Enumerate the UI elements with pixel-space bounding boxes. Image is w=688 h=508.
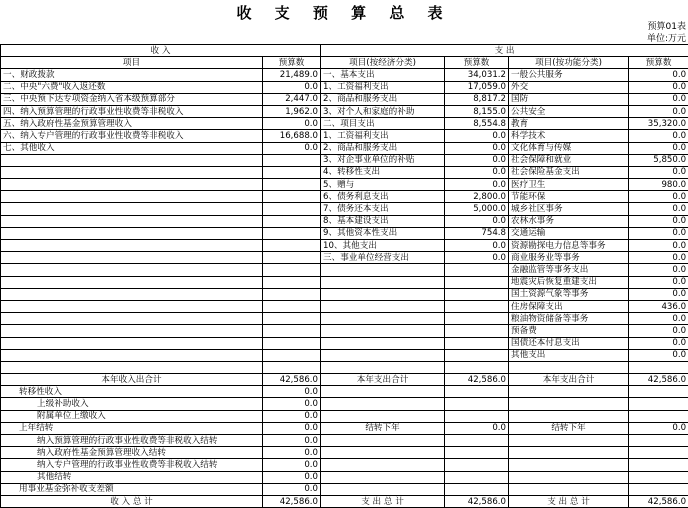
income-item-value: 16,688.0 [263,130,321,142]
blank-cell [321,435,445,447]
func-item-label: 地震灾后恢复重建支出 [509,276,629,288]
econ-item-label [321,300,445,312]
econ-item-value [445,337,509,349]
table-row [1,191,688,203]
table-row [1,386,688,398]
blank-cell [629,398,688,410]
lower-income-label: 转移性收入 [1,386,263,398]
econ-item-label: 1、工资福利支出 [321,130,445,142]
table-row [1,93,688,105]
econ-item-value [445,349,509,361]
func-item-label: 社会保险基金支出 [509,166,629,178]
econ-item-value: 0.0 [445,166,509,178]
table-row [1,447,688,459]
func-item-value: 0.0 [629,288,688,300]
econ-item-value [445,325,509,337]
func-item-value: 0.0 [629,313,688,325]
func-item-label: 国土资源气象等事务 [509,288,629,300]
func-item-label: 粮油物资储备等事务 [509,313,629,325]
income-total-value: 42,586.0 [263,374,321,386]
blank-cell [321,459,445,471]
income-item-label [1,288,263,300]
income-item-value [263,166,321,178]
func-item-label: 教育 [509,118,629,130]
table-row [1,154,688,166]
blank-cell [263,361,321,373]
func-item-label: 住房保障支出 [509,300,629,312]
grand-expense-label: 支 出 总 计 [321,495,445,507]
grand-expense-value: 42,586.0 [445,495,509,507]
blank-cell [509,386,629,398]
income-item-value [263,276,321,288]
econ-item-label: 2、商品和服务支出 [321,142,445,154]
func-item-label: 文化体育与传媒 [509,142,629,154]
table-row [1,203,688,215]
income-item-label [1,264,263,276]
income-item-value [263,227,321,239]
income-item-label [1,240,263,252]
col-item-header: 项目 [1,57,263,69]
income-item-value: 21,489.0 [263,69,321,81]
blank-cell [629,435,688,447]
func-item-label: 社会保障和就业 [509,154,629,166]
carry-func-value: 0.0 [629,422,688,434]
table-row [1,325,688,337]
table-row [1,142,688,154]
table-row [1,227,688,239]
econ-item-label: 1、工资福利支出 [321,81,445,93]
func-item-value: 5,850.0 [629,154,688,166]
income-item-label [1,154,263,166]
econ-item-label: 三、事业单位经营支出 [321,252,445,264]
econ-item-value: 0.0 [445,154,509,166]
func-item-value: 0.0 [629,93,688,105]
income-header: 收 入 [1,45,321,57]
econ-item-value [445,288,509,300]
econ-item-value: 754.8 [445,227,509,239]
econ-item-label [321,349,445,361]
lower-income-label: 其他结转 [1,471,263,483]
income-item-value: 1,962.0 [263,105,321,117]
blank-cell [629,386,688,398]
income-item-value [263,337,321,349]
func-item-label: 公共安全 [509,105,629,117]
func-item-value: 0.0 [629,240,688,252]
income-item-label: 五、纳入政府性基金预算管理收入 [1,118,263,130]
income-item-label [1,313,263,325]
table-row [1,179,688,191]
table-row [1,313,688,325]
table-row [1,215,688,227]
header-row-2 [1,57,688,69]
func-item-value: 0.0 [629,349,688,361]
econ-item-value: 0.0 [445,142,509,154]
carry-econ-label: 结转下年 [321,422,445,434]
table-row [1,105,688,117]
lower-income-value: 0.0 [263,447,321,459]
func-item-label: 城乡社区事务 [509,203,629,215]
blank-cell [1,361,263,373]
table-row [1,300,688,312]
econ-item-label: 3、对个人和家庭的补助 [321,105,445,117]
func-item-value: 0.0 [629,264,688,276]
func-item-value: 0.0 [629,203,688,215]
table-row [1,288,688,300]
econ-item-value: 0.0 [445,240,509,252]
func-item-value: 0.0 [629,69,688,81]
lower-income-value: 0.0 [263,398,321,410]
func-item-value: 0.0 [629,227,688,239]
lower-income-value: 0.0 [263,483,321,495]
blank-cell [321,386,445,398]
income-item-label [1,252,263,264]
table-row [1,398,688,410]
income-item-value [263,252,321,264]
econ-item-label [321,288,445,300]
func-item-label: 外交 [509,81,629,93]
func-item-value: 0.0 [629,191,688,203]
blank-cell [509,361,629,373]
blank-cell [629,361,688,373]
blank-cell [509,471,629,483]
lower-income-label: 纳入预算管理的行政事业性收费等非税收入结转 [1,435,263,447]
blank-cell [321,410,445,422]
income-item-value [263,349,321,361]
blank-cell [445,410,509,422]
income-item-label: 三、中央预下达专项资金纳入省本级预算部分 [1,93,263,105]
blank-cell [445,447,509,459]
grand-expense-value-2: 42,586.0 [629,495,688,507]
econ-item-value [445,313,509,325]
income-item-label [1,179,263,191]
income-total-label: 本年收入出合计 [1,374,263,386]
func-item-value: 0.0 [629,337,688,349]
blank-cell [321,447,445,459]
income-item-label: 二、中央"六费"收入返还数 [1,81,263,93]
blank-cell [509,435,629,447]
blank-cell [321,471,445,483]
table-row [1,264,688,276]
blank-cell [629,447,688,459]
income-item-label [1,300,263,312]
table-row [1,166,688,178]
func-item-value: 0.0 [629,130,688,142]
blank-cell [629,471,688,483]
income-item-value [263,215,321,227]
func-item-value: 0.0 [629,252,688,264]
income-item-value [263,313,321,325]
blank-cell [445,471,509,483]
blank-cell [509,483,629,495]
lower-income-label: 上级补助收入 [1,398,263,410]
income-item-label [1,191,263,203]
lower-income-value: 0.0 [263,435,321,447]
func-item-label: 农林水事务 [509,215,629,227]
econ-item-value: 8,817.2 [445,93,509,105]
income-item-label: 四、纳入预算管理的行政事业性收费等非税收入 [1,105,263,117]
blank-cell [509,447,629,459]
table-row [1,349,688,361]
table-row [1,471,688,483]
income-item-value [263,179,321,191]
grand-income-label: 收 入 总 计 [1,495,263,507]
func-item-value: 0.0 [629,81,688,93]
blank-cell [445,398,509,410]
blank-cell [509,398,629,410]
income-item-label [1,276,263,288]
lower-income-label: 用事业基金弥补收支差额 [1,483,263,495]
income-item-value [263,288,321,300]
table-row [1,130,688,142]
func-item-value: 980.0 [629,179,688,191]
func-item-label: 科学技术 [509,130,629,142]
func-item-label: 国债还本付息支出 [509,337,629,349]
col-budget-header: 预算数 [263,57,321,69]
income-item-label: 一、财政拨款 [1,69,263,81]
income-item-value: 0.0 [263,142,321,154]
econ-item-label: 2、商品和服务支出 [321,93,445,105]
table-row [1,337,688,349]
table-row [1,422,688,434]
econ-item-label: 3、对企事业单位的补贴 [321,154,445,166]
econ-item-label: 5、赠与 [321,179,445,191]
econ-item-label [321,264,445,276]
econ-item-label [321,276,445,288]
table-row [1,495,688,507]
blank-cell [321,398,445,410]
table-row [1,118,688,130]
table-row [1,361,688,373]
blank-cell [445,361,509,373]
func-item-value: 436.0 [629,300,688,312]
carry-econ-value: 0.0 [445,422,509,434]
budget-table [0,44,688,508]
lower-income-value: 0.0 [263,410,321,422]
income-item-value [263,191,321,203]
table-row [1,459,688,471]
func-item-label: 节能环保 [509,191,629,203]
lower-income-value: 0.0 [263,471,321,483]
func-item-label: 医疗卫生 [509,179,629,191]
income-item-label: 六、纳入专户管理的行政事业性收费等非税收入 [1,130,263,142]
econ-total-label: 本年支出合计 [321,374,445,386]
econ-item-label [321,337,445,349]
blank-cell [629,410,688,422]
econ-item-value: 0.0 [445,130,509,142]
econ-item-value: 34,031.2 [445,69,509,81]
func-total-value: 42,586.0 [629,374,688,386]
func-item-label: 其他支出 [509,349,629,361]
econ-item-label: 二、项目支出 [321,118,445,130]
table-row [1,240,688,252]
econ-item-value: 2,800.0 [445,191,509,203]
econ-item-label: 10、其他支出 [321,240,445,252]
func-total-label: 本年支出合计 [509,374,629,386]
func-item-value: 0.0 [629,105,688,117]
econ-item-value: 5,000.0 [445,203,509,215]
col-func-header: 项目(按功能分类) [509,57,629,69]
income-item-label [1,203,263,215]
econ-item-value [445,300,509,312]
blank-cell [321,361,445,373]
col-budget-header: 预算数 [445,57,509,69]
blank-cell [509,410,629,422]
func-item-value: 0.0 [629,215,688,227]
lower-income-label: 纳入政府性基金预算管理收入结转 [1,447,263,459]
table-row [1,483,688,495]
table-row [1,276,688,288]
unit-label: 单位:万元 [647,31,686,44]
income-item-value [263,203,321,215]
table-row [1,410,688,422]
table-row [1,81,688,93]
form-number: 预算01表 [648,19,686,32]
header-row-1 [1,45,688,57]
econ-item-value: 0.0 [445,252,509,264]
func-item-label: 资源勘探电力信息等事务 [509,240,629,252]
income-item-value [263,154,321,166]
func-item-value: 35,320.0 [629,118,688,130]
income-item-value [263,325,321,337]
blank-cell [445,386,509,398]
table-row [1,435,688,447]
income-item-label [1,325,263,337]
income-item-label: 七、其他收入 [1,142,263,154]
income-item-label [1,215,263,227]
econ-item-value: 0.0 [445,215,509,227]
func-item-value: 0.0 [629,166,688,178]
econ-item-label [321,313,445,325]
blank-cell [445,435,509,447]
econ-item-value [445,276,509,288]
econ-item-label: 8、基本建设支出 [321,215,445,227]
table-row [1,374,688,386]
func-item-label: 国防 [509,93,629,105]
lower-income-label: 附属单位上缴收入 [1,410,263,422]
econ-item-label: 7、债务还本支出 [321,203,445,215]
blank-cell [629,459,688,471]
income-item-label [1,349,263,361]
func-item-value: 0.0 [629,142,688,154]
func-item-value: 0.0 [629,276,688,288]
func-item-label: 一般公共服务 [509,69,629,81]
lower-income-value: 0.0 [263,386,321,398]
lower-income-value: 0.0 [263,422,321,434]
grand-income-value: 42,586.0 [263,495,321,507]
func-item-label: 交通运输 [509,227,629,239]
econ-item-value: 8,155.0 [445,105,509,117]
econ-item-value [445,264,509,276]
income-item-value: 0.0 [263,81,321,93]
income-item-value [263,300,321,312]
lower-income-label: 上年结转 [1,422,263,434]
blank-cell [629,483,688,495]
econ-item-value: 8,554.8 [445,118,509,130]
func-item-label: 金融监管等事务支出 [509,264,629,276]
econ-item-label [321,325,445,337]
table-row [1,69,688,81]
lower-income-value: 0.0 [263,459,321,471]
col-econ-header: 项目(按经济分类) [321,57,445,69]
table-row [1,252,688,264]
income-item-label [1,337,263,349]
econ-item-value: 0.0 [445,179,509,191]
func-item-value: 0.0 [629,325,688,337]
income-item-value: 0.0 [263,118,321,130]
grand-expense-label-2: 支 出 总 计 [509,495,629,507]
econ-item-label: 4、转移性支出 [321,166,445,178]
blank-cell [321,483,445,495]
income-item-label [1,227,263,239]
col-budget-header: 预算数 [629,57,688,69]
blank-cell [509,459,629,471]
income-item-value [263,240,321,252]
income-item-value [263,264,321,276]
econ-item-label: 6、债务利息支出 [321,191,445,203]
econ-item-label: 9、其他资本性支出 [321,227,445,239]
lower-income-label: 纳入专户管理的行政事业性收费等非税收入结转 [1,459,263,471]
income-item-value: 2,447.0 [263,93,321,105]
econ-total-value: 42,586.0 [445,374,509,386]
carry-func-label: 结转下年 [509,422,629,434]
income-item-label [1,166,263,178]
expense-header: 支 出 [321,45,688,57]
econ-item-label: 一、基本支出 [321,69,445,81]
econ-item-value: 17,059.0 [445,81,509,93]
table-title: 收 支 预 算 总 表 [0,2,688,23]
func-item-label: 预备费 [509,325,629,337]
blank-cell [445,483,509,495]
blank-cell [445,459,509,471]
func-item-label: 商业服务业等事务 [509,252,629,264]
